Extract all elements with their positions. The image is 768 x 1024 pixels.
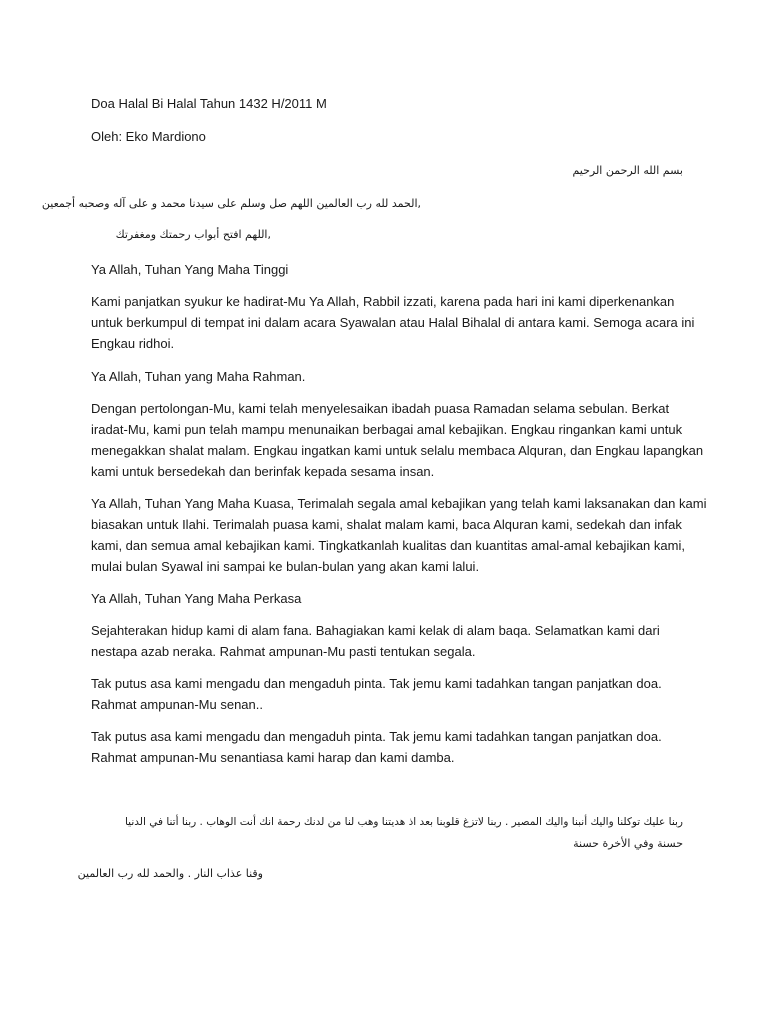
closing-prayer-line: حسنة وفي الأخرة حسنة (573, 837, 683, 850)
paragraph-line: Tak putus asa kami mengadu dan mengaduh pinta. Tak jemu kami tadahkan tangan panjatkan doa. (91, 729, 662, 744)
paragraph-line: Dengan pertolongan-Mu, kami telah menyelesaikan ibadah puasa Ramadan selama sebulan. Berkat (91, 401, 670, 416)
final-prayer-arabic: وقنا عذاب النار . والحمد لله رب العالمين (77, 867, 263, 880)
paragraph-line: kami untuk bersedekah dan berinfak kepada sesama insan. (91, 464, 435, 479)
opening-prayer-text: ,اللهم افتح أبواب رحمتك ومغفرتك (115, 228, 271, 241)
paragraph-tak-putus-asa-2 (91, 726, 683, 768)
paragraph-maha-kuasa (91, 493, 707, 577)
paragraph-line: Sejahterakan hidup kami di alam fana. Bahagiakan kami kelak di alam baqa. Selamatkan kami dari (91, 623, 660, 638)
heading-maha-perkasa: Ya Allah, Tuhan Yang Maha Perkasa (91, 591, 302, 606)
paragraph-line: Tak putus asa kami mengadu dan mengaduh pinta. Tak jemu kami tadahkan tangan panjatkan doa. (91, 676, 662, 691)
paragraph-line: kami, dan semua amal kebajikan kami. Tingkatkanlah kualitas dan kuantitas amal-amal kebajikan kami, (91, 538, 685, 553)
paragraph-line: biasakan untuk Ilahi. Terimalah puasa kami, shalat malam kami, baca Alquran kami, sedekah dan infak (91, 517, 682, 532)
paragraph-line: nestapa azab neraka. Rahmat ampunan-Mu pasti tentukan segala. (91, 644, 476, 659)
paragraph-line: menegakkan shalat malam. Engkau ingatkan kami untuk selalu membaca Alquran, dan Engkau lapangkan (91, 443, 704, 458)
closing-prayer-line: ربنا عليك توكلنا واليك أنبنا واليك المصير . ربنا لاتزغ قلوبنا بعد اذ هديتنا وهب لنا من لدنك رحمة انك أنت الوهاب . ربنا أتنا في الدنيا (124, 816, 683, 828)
paragraph-line: Rahmat ampunan-Mu senan.. (91, 697, 263, 712)
paragraph-tak-putus-asa-1 (91, 673, 683, 715)
paragraph-line: untuk berkumpul di tempat ini dalam acara Syawalan atau Halal Bihalal di antara kami. Semoga acara ini (91, 315, 695, 330)
paragraph-line: Ya Allah, Tuhan Yang Maha Kuasa, Terimalah segala amal kebajikan yang telah kami laksanakan dan kami (91, 496, 707, 511)
paragraph-sejahterakan (91, 620, 683, 662)
heading-maha-rahman: Ya Allah, Tuhan yang Maha Rahman. (91, 369, 306, 384)
basmalah-text: بسم الله الرحمن الرحيم (572, 164, 683, 177)
paragraph-pertolongan (91, 398, 704, 482)
heading-maha-tinggi: Ya Allah, Tuhan Yang Maha Tinggi (91, 262, 289, 277)
document-body (41, 93, 707, 884)
paragraph-line: mulai bulan Syawal ini sampai ke bulan-bulan yang akan kami lalui. (91, 559, 480, 574)
paragraph-line: Engkau ridhoi. (91, 336, 175, 351)
paragraph-syukur (91, 291, 695, 354)
hamdalah-text: ,الحمد لله رب العالمين اللهم صل وسلم على سيدنا محمد و على آله وصحبه أجمعين (41, 197, 421, 210)
paragraph-line: Rahmat ampunan-Mu senantiasa kami harap dan kami damba. (91, 750, 455, 765)
document-author: Oleh: Eko Mardiono (91, 129, 206, 144)
paragraph-line: iradat-Mu, kami pun telah mampu menunaikan berbagai amal kebajikan. Engkau ringankan kami untuk (91, 422, 683, 437)
paragraph-line: Kami panjatkan syukur ke hadirat-Mu Ya Allah, Rabbil izzati, karena pada hari ini kami diperkenankan (91, 294, 675, 309)
closing-prayer-arabic (91, 812, 683, 854)
document-title: Doa Halal Bi Halal Tahun 1432 H/2011 M (91, 96, 327, 111)
